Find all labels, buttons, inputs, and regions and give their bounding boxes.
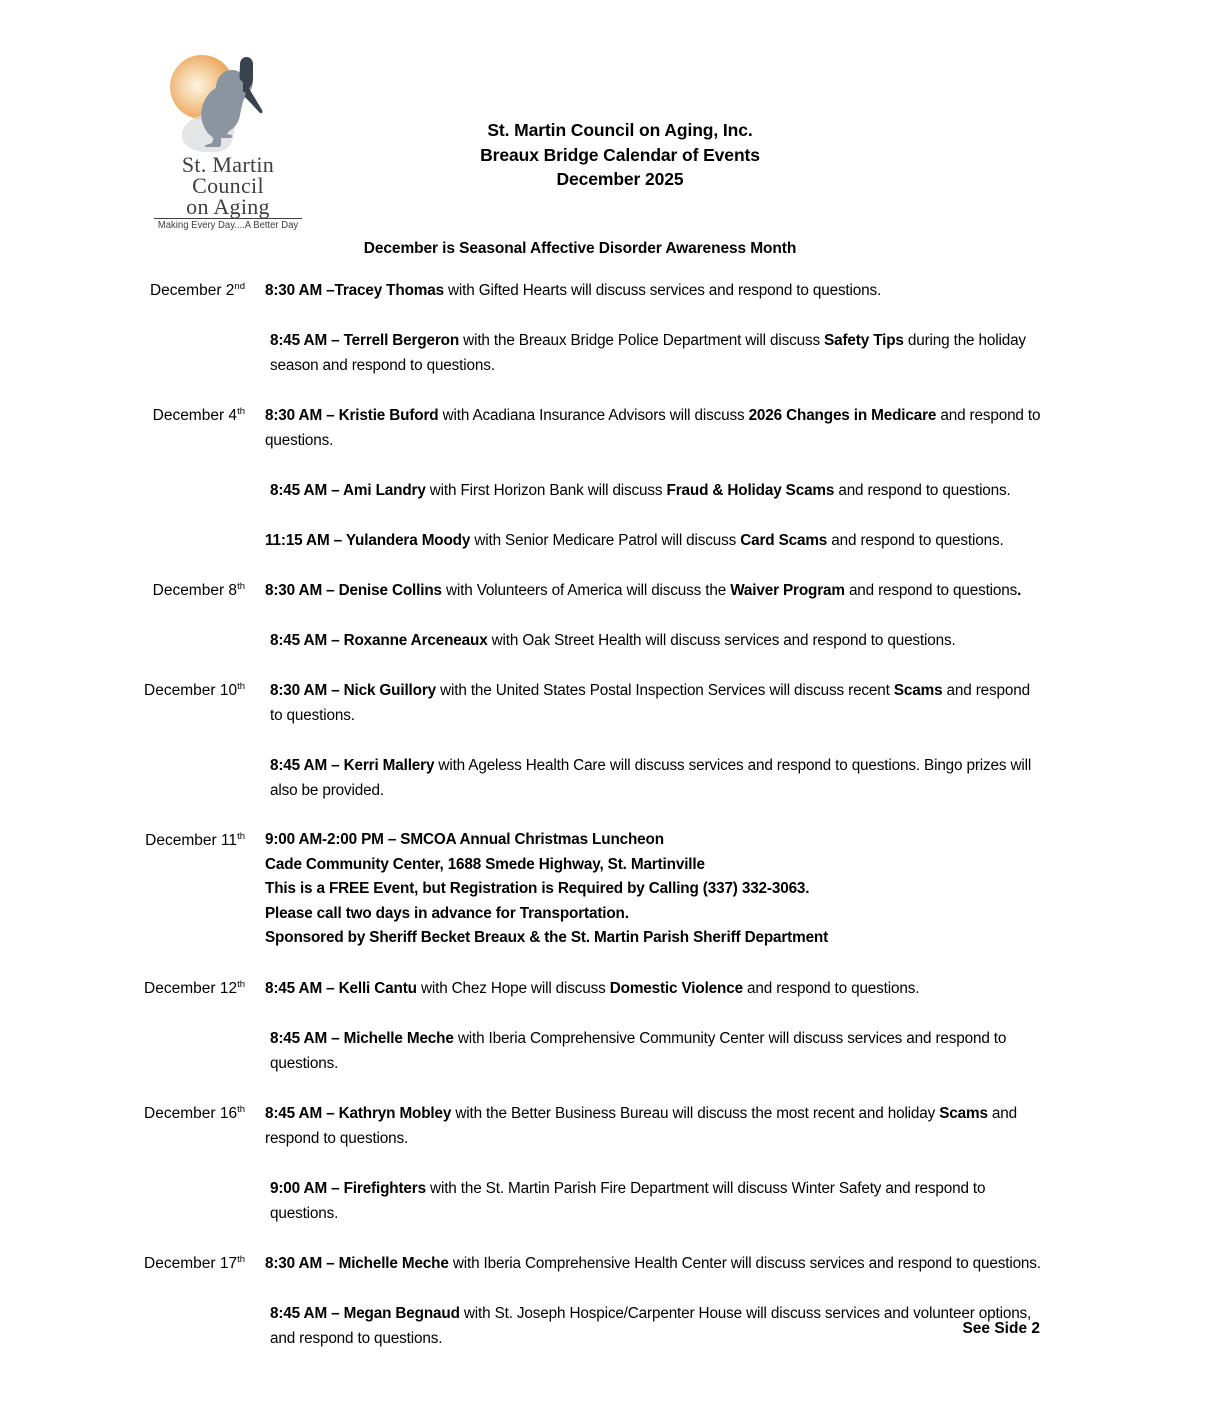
event-entries bbox=[245, 976, 1206, 1076]
event-date bbox=[0, 403, 245, 428]
page-title bbox=[310, 118, 930, 192]
event-spacer bbox=[0, 378, 1206, 403]
entry-spacer bbox=[265, 728, 1046, 753]
event-row bbox=[0, 976, 1206, 1076]
entry-text: with Senior Medicare Patrol will discuss bbox=[470, 532, 741, 549]
entry-text: with the United States Postal Inspection Services will discuss recent bbox=[436, 682, 894, 699]
entry-spacer bbox=[265, 1151, 1046, 1176]
event-date-ordinal: th bbox=[237, 580, 245, 592]
entry-text: and respond to questions. bbox=[265, 1104, 1018, 1147]
entry-text: with the Breaux Bridge Police Department will discuss bbox=[459, 332, 825, 349]
event-entry bbox=[265, 278, 1046, 303]
event-date-label: December 12 bbox=[144, 979, 238, 997]
event-date-ordinal: th bbox=[237, 680, 245, 692]
event-date bbox=[0, 1101, 245, 1126]
event-entry bbox=[265, 1176, 1046, 1226]
entry-spacer bbox=[265, 503, 1046, 528]
entry-emphasis: 2026 Changes in Medicare bbox=[748, 407, 937, 424]
entry-emphasis: 11:15 AM – Yulandera Moody bbox=[265, 532, 471, 549]
event-entry bbox=[265, 828, 1046, 853]
pelican-icon bbox=[152, 52, 304, 152]
event-row bbox=[0, 1101, 1206, 1226]
entry-emphasis: Waiver Program bbox=[730, 582, 845, 599]
event-entry bbox=[265, 926, 1046, 951]
event-row bbox=[0, 828, 1206, 951]
entry-emphasis: Scams bbox=[893, 682, 943, 699]
event-date-label: December 16 bbox=[144, 1104, 238, 1122]
entry-emphasis: Sponsored by Sheriff Becket Breaux & the St. Martin Parish Sheriff Department bbox=[265, 929, 829, 946]
event-date-ordinal: th bbox=[237, 978, 245, 990]
event-row bbox=[0, 403, 1206, 553]
entry-spacer bbox=[265, 453, 1046, 478]
event-entry bbox=[265, 1026, 1046, 1076]
event-date-ordinal: th bbox=[237, 405, 245, 417]
entry-emphasis: Fraud & Holiday Scams bbox=[666, 482, 835, 499]
entry-emphasis: 9:00 AM – Firefighters bbox=[270, 1179, 426, 1197]
event-entry bbox=[265, 1251, 1046, 1276]
entry-emphasis: 8:45 AM – Megan Begnaud bbox=[270, 1304, 460, 1322]
entry-emphasis: Cade Community Center, 1688 Smede Highway, St. Martinville bbox=[265, 855, 705, 873]
event-entry bbox=[265, 578, 1046, 603]
event-entry bbox=[265, 902, 1046, 927]
event-entries bbox=[245, 578, 1206, 653]
awareness-month-subtitle: December is Seasonal Affective Disorder Awareness Month bbox=[363, 240, 797, 257]
event-spacer bbox=[0, 653, 1206, 678]
entry-text: with Iberia Comprehensive Health Center will discuss services and respond to questions. bbox=[448, 1254, 1041, 1272]
event-date-ordinal: th bbox=[237, 1253, 245, 1265]
entry-spacer bbox=[265, 303, 1046, 328]
entry-spacer bbox=[265, 603, 1046, 628]
entry-emphasis: 9:00 AM-2:00 PM – SMCOA Annual Christmas Luncheon bbox=[265, 831, 664, 848]
event-date-label: December 4 bbox=[152, 407, 238, 424]
entry-text: with Acadiana Insurance Advisors will discuss bbox=[438, 407, 749, 424]
entry-text: and respond to questions bbox=[844, 582, 1018, 599]
event-row bbox=[0, 278, 1206, 378]
event-entry bbox=[265, 877, 1046, 902]
entry-text: with Iberia Comprehensive Community Center will discuss services and respond to questions. bbox=[270, 1029, 1007, 1072]
event-entry bbox=[265, 328, 1046, 378]
entry-text: with Gifted Hearts will discuss services and respond to questions. bbox=[443, 282, 882, 299]
event-spacer bbox=[0, 553, 1206, 578]
event-entries bbox=[245, 828, 1206, 951]
event-date-label: December 8 bbox=[152, 582, 238, 599]
events-list bbox=[0, 278, 1206, 1351]
title-line-1: St. Martin Council on Aging, Inc. bbox=[487, 120, 753, 140]
see-side-note: See Side 2 bbox=[962, 1320, 1040, 1337]
event-date bbox=[0, 578, 245, 603]
entry-text: with Ageless Health Care will discuss services and respond to questions. Bingo prizes will also be provided. bbox=[270, 757, 1032, 799]
event-spacer bbox=[0, 1076, 1206, 1101]
event-entry bbox=[265, 478, 1046, 503]
event-entry bbox=[265, 403, 1046, 453]
logo-line-2: Council bbox=[192, 173, 264, 198]
event-date bbox=[0, 678, 245, 703]
event-entries bbox=[245, 678, 1206, 803]
entry-emphasis: This is a FREE Event, but Registration is Required by Calling (337) 332-3063. bbox=[265, 880, 810, 897]
event-entries bbox=[245, 1101, 1206, 1226]
entry-emphasis: 8:45 AM – Terrell Bergeron bbox=[270, 332, 460, 349]
title-line-3: December 2025 bbox=[556, 169, 684, 189]
logo-line-1: St. Martin bbox=[181, 152, 275, 177]
event-entries bbox=[245, 278, 1206, 378]
entry-emphasis: 8:45 AM – Michelle Meche bbox=[270, 1029, 454, 1047]
event-entry bbox=[265, 853, 1046, 878]
event-entry bbox=[265, 678, 1046, 728]
entry-emphasis: Scams bbox=[939, 1104, 988, 1122]
entry-spacer bbox=[265, 1276, 1046, 1301]
entry-emphasis: 8:45 AM – Kerri Mallery bbox=[270, 757, 435, 774]
event-date-label: December 17 bbox=[144, 1254, 238, 1272]
entry-text: and respond to questions. bbox=[265, 407, 1041, 449]
document-header bbox=[0, 0, 1206, 257]
entry-text: with the St. Martin Parish Fire Department will discuss Winter Safety and respond to questions. bbox=[270, 1179, 986, 1222]
entry-text: with St. Joseph Hospice/Carpenter House will discuss services and volunteer options, and respond to questions. bbox=[270, 1304, 1032, 1347]
entry-emphasis: 8:45 AM – Kelli Cantu bbox=[265, 979, 417, 997]
logo-mark bbox=[152, 52, 304, 152]
entry-text: and respond to questions. bbox=[270, 682, 1030, 724]
entry-emphasis: 8:45 AM – Ami Landry bbox=[270, 482, 426, 499]
event-entry bbox=[265, 1101, 1046, 1151]
entry-text: and respond to questions. bbox=[742, 979, 920, 997]
entry-emphasis: 8:30 AM – Michelle Meche bbox=[265, 1254, 449, 1272]
logo-tagline: Making Every Day....A Better Day bbox=[157, 220, 299, 231]
entry-emphasis: Card Scams bbox=[740, 532, 828, 549]
event-date bbox=[0, 1251, 245, 1276]
event-entries bbox=[245, 403, 1206, 553]
entry-text: and respond to questions. bbox=[834, 482, 1011, 499]
event-date-ordinal: nd bbox=[234, 280, 245, 292]
event-date bbox=[0, 828, 245, 853]
entry-text: during the holiday season and respond to questions. bbox=[270, 332, 1026, 374]
entry-emphasis: 8:30 AM – Nick Guillory bbox=[270, 682, 437, 699]
entry-emphasis: 8:45 AM – Roxanne Arceneaux bbox=[270, 632, 488, 649]
entry-emphasis: . bbox=[1017, 582, 1022, 599]
entry-emphasis: 8:45 AM – Kathryn Mobley bbox=[265, 1104, 452, 1122]
entry-spacer bbox=[265, 1001, 1046, 1026]
event-date bbox=[0, 278, 245, 303]
entry-text: with Oak Street Health will discuss services and respond to questions. bbox=[487, 632, 956, 649]
entry-emphasis: 8:30 AM – Denise Collins bbox=[265, 582, 442, 599]
event-date-ordinal: th bbox=[237, 1103, 245, 1115]
event-entry bbox=[265, 753, 1046, 803]
entry-emphasis: 8:30 AM –Tracey Thomas bbox=[265, 282, 444, 299]
entry-emphasis: Please call two days in advance for Transportation. bbox=[265, 904, 629, 922]
entry-text: with First Horizon Bank will discuss bbox=[425, 482, 667, 499]
logo-line-3: on Aging bbox=[186, 194, 270, 219]
event-date-label: December 11 bbox=[145, 832, 238, 849]
entry-emphasis: 8:30 AM – Kristie Buford bbox=[265, 407, 439, 424]
entry-text: with Volunteers of America will discuss the bbox=[441, 582, 731, 599]
event-spacer bbox=[0, 803, 1206, 828]
event-date-label: December 2 bbox=[149, 282, 235, 299]
entry-text: and respond to questions. bbox=[827, 532, 1004, 549]
entry-text: with the Better Business Bureau will discuss the most recent and holiday bbox=[451, 1104, 940, 1122]
event-date-ordinal: th bbox=[237, 830, 245, 842]
event-spacer bbox=[0, 951, 1206, 976]
entry-emphasis: Domestic Violence bbox=[609, 979, 743, 997]
event-date bbox=[0, 976, 245, 1001]
event-entry bbox=[265, 528, 1046, 553]
smcoa-logo bbox=[152, 52, 304, 231]
event-row bbox=[0, 678, 1206, 803]
entry-emphasis: Safety Tips bbox=[824, 332, 904, 349]
event-entry bbox=[265, 628, 1046, 653]
page-footer bbox=[0, 1320, 1206, 1338]
title-line-2: Breaux Bridge Calendar of Events bbox=[480, 144, 760, 165]
event-spacer bbox=[0, 1226, 1206, 1251]
event-entry bbox=[265, 976, 1046, 1001]
logo-wordmark bbox=[152, 154, 304, 232]
event-row bbox=[0, 578, 1206, 653]
event-date-label: December 10 bbox=[144, 682, 238, 699]
entry-text: with Chez Hope will discuss bbox=[416, 979, 610, 997]
